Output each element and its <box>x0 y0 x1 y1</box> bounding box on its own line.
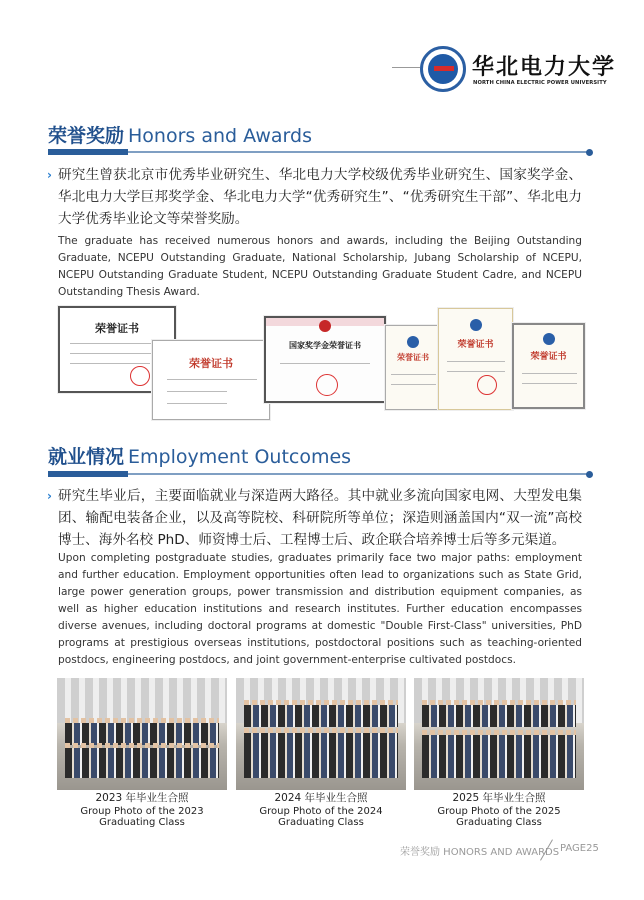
employment-body-cn: 研究生毕业后，主要面临就业与深造两大路径。其中就业多流向国家电网、大型发电集团、输配电装备企业，以及高等院校、科研院所等单位；深造则涵盖国内“双一流”高校博士、海外名校 PhD、师资博士后、工程博士后、政企联合培养博士后等多元渠道。 <box>58 488 582 548</box>
employment-body-en: Upon completing postgraduate studies, graduates primarily face two major paths: employment and further education. Employment opportunities often lead to organizations such as State Grid, large power generation groups, power transmission and distribution equipment companies, as well as higher education institutions and research institutes. Further education encompasses diverse avenues, including doctoral programs at domestic "Double First-Class" universities, PhD programs at prestigious overseas institutions, postdoctoral positions such as teaching-oriented postdocs, engineering postdocs, and joint government-enterprise cultivated postdocs. <box>58 552 582 666</box>
ncepu-emblem-icon <box>428 54 458 84</box>
header-rule <box>392 67 420 68</box>
university-logo <box>420 46 466 92</box>
certificate: 荣誉证书 <box>58 306 176 393</box>
certificate: 荣誉证书 <box>438 308 513 410</box>
photo-caption: 2024 年毕业生合照 Group Photo of the 2024 Graduating Class <box>259 792 383 828</box>
certificate: 荣誉证书 <box>152 340 270 420</box>
certificate: 荣誉证书 <box>512 323 585 409</box>
honors-body-en: The graduate has received numerous honors and awards, including the Beijing Outstanding Graduate, NCEPU Outstanding Graduate, National Scholarship, Jubang Scholarship of NCEPU, NCEPU Outstanding Graduate Student, NCEPU Outstanding Graduate Student Cadre, and NCEPU Outstanding Thesis Award. <box>58 235 582 298</box>
photo-caption: 2025 年毕业生合照 Group Photo of the 2025 Graduating Class <box>437 792 561 828</box>
footer-section-label: 荣誉奖励 HONORS AND AWARDS <box>400 847 560 858</box>
page-number: PAGE25 <box>560 843 599 854</box>
honors-title-en: Honors and Awards <box>128 125 312 147</box>
employment-title-en: Employment Outcomes <box>128 446 352 468</box>
certificate: 荣誉证书 <box>385 325 441 410</box>
employment-heading <box>48 442 351 469</box>
honors-title-cn: 荣誉奖励 <box>48 125 125 147</box>
chevron-right-icon: › <box>47 168 52 182</box>
group-photo-2023 <box>57 678 227 790</box>
employment-divider <box>48 471 593 477</box>
university-name-en: NORTH CHINA ELECTRIC POWER UNIVERSITY <box>473 80 607 86</box>
group-photo-2024 <box>236 678 406 790</box>
chevron-right-icon: › <box>47 489 52 503</box>
photo-caption: 2023 年毕业生合照 Group Photo of the 2023 Graduating Class <box>80 792 204 828</box>
honors-divider <box>48 149 593 155</box>
certificate: 国家奖学金荣誉证书 <box>264 316 386 403</box>
employment-title-cn: 就业情况 <box>48 446 125 468</box>
honors-heading <box>48 121 312 148</box>
honors-body-cn: 研究生曾获北京市优秀毕业研究生、华北电力大学校级优秀毕业研究生、国家奖学金、华北电力大学巨邦奖学金、华北电力大学“优秀研究生”、“优秀研究生干部”、华北电力大学优秀毕业论文等荣誉奖励。 <box>58 167 582 227</box>
university-name-cn: 华北电力大学 <box>472 54 617 80</box>
group-photo-2025 <box>414 678 584 790</box>
